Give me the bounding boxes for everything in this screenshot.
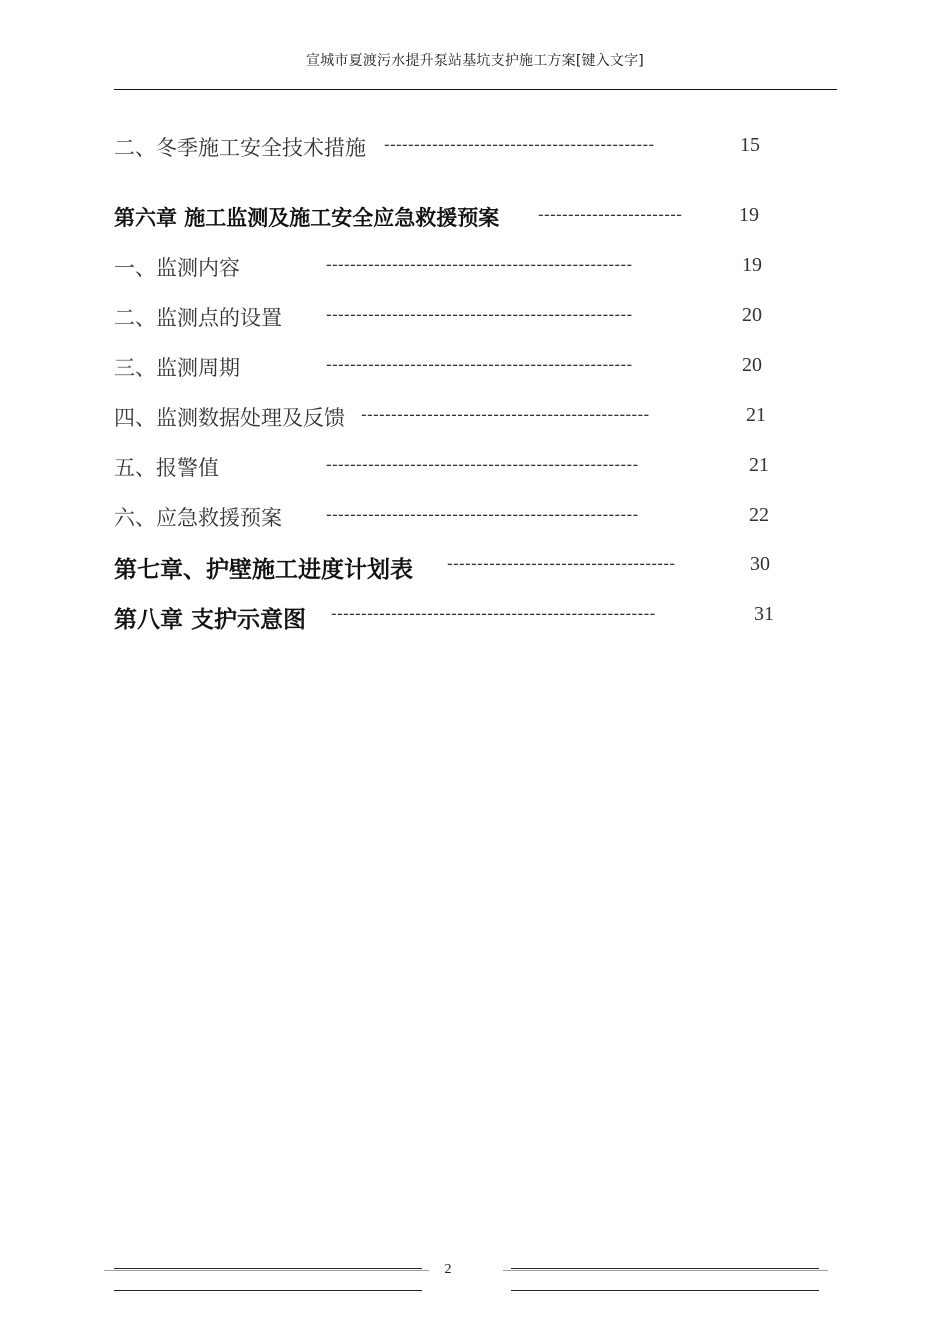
toc-label: 二、监测点的设置 [114, 306, 282, 330]
toc-page-number: 21 [749, 454, 769, 476]
toc-entry[interactable] [114, 601, 814, 633]
toc-page-number: 20 [742, 354, 762, 376]
toc-leader: ---------------------------------------------------- [326, 455, 639, 474]
toc-entry[interactable] [114, 202, 814, 234]
toc-leader: --------------------------------------------------- [326, 355, 633, 374]
toc-page-number: 21 [746, 404, 766, 426]
toc-label: 六、应急救援预案 [114, 506, 282, 530]
toc-page-number: 31 [754, 603, 774, 625]
toc-page-number: 19 [742, 254, 762, 276]
footer-rule-right-bottom [511, 1290, 819, 1291]
toc-label: 三、监测周期 [114, 356, 240, 380]
toc-page-number: 30 [750, 553, 770, 575]
footer-rule-left-bottom [114, 1290, 422, 1291]
toc-leader: ------------------------------------------------------ [331, 604, 656, 623]
toc-page-number: 22 [749, 504, 769, 526]
footer-rule-right [511, 1268, 819, 1269]
toc-leader: --------------------------------------------------- [326, 305, 633, 324]
toc-entry[interactable] [114, 302, 814, 334]
footer-rule-left-top [104, 1270, 429, 1271]
toc-label: 二、冬季施工安全技术措施 [114, 136, 366, 160]
toc-label: 五、报警值 [114, 456, 219, 480]
header-rule [114, 89, 837, 90]
toc-page-number: 20 [742, 304, 762, 326]
toc-leader: --------------------------------------------- [384, 135, 655, 154]
toc-leader: --------------------------------------------------- [326, 255, 633, 274]
toc-page-number: 15 [740, 134, 760, 156]
toc-entry[interactable] [114, 252, 814, 284]
toc-label: 第六章 施工监测及施工安全应急救援预案 [114, 205, 500, 230]
running-header: 宣城市夏渡污水提升泵站基坑支护施工方案[键入文字] [306, 53, 644, 69]
toc-entry[interactable] [114, 402, 814, 434]
toc-leader: ------------------------------------------------ [361, 405, 650, 424]
toc-page-number: 19 [739, 204, 759, 226]
toc-leader: ------------------------ [538, 205, 683, 224]
toc-label: 一、监测内容 [114, 256, 240, 280]
toc-entry[interactable] [114, 502, 814, 534]
toc-label: 四、监测数据处理及反馈 [114, 406, 345, 430]
toc-entry[interactable] [114, 452, 814, 484]
toc-leader: -------------------------------------- [447, 554, 676, 573]
toc-leader: ---------------------------------------------------- [326, 505, 639, 524]
footer-rule-right-top [503, 1270, 828, 1271]
page-number: 2 [444, 1262, 452, 1277]
toc-label: 第七章、护壁施工进度计划表 [114, 556, 413, 583]
footer-rule-left [114, 1268, 422, 1269]
toc-entry[interactable] [114, 352, 814, 384]
toc-entry[interactable] [114, 551, 814, 583]
toc-entry[interactable] [114, 132, 814, 164]
toc-label: 第八章 支护示意图 [114, 606, 307, 633]
